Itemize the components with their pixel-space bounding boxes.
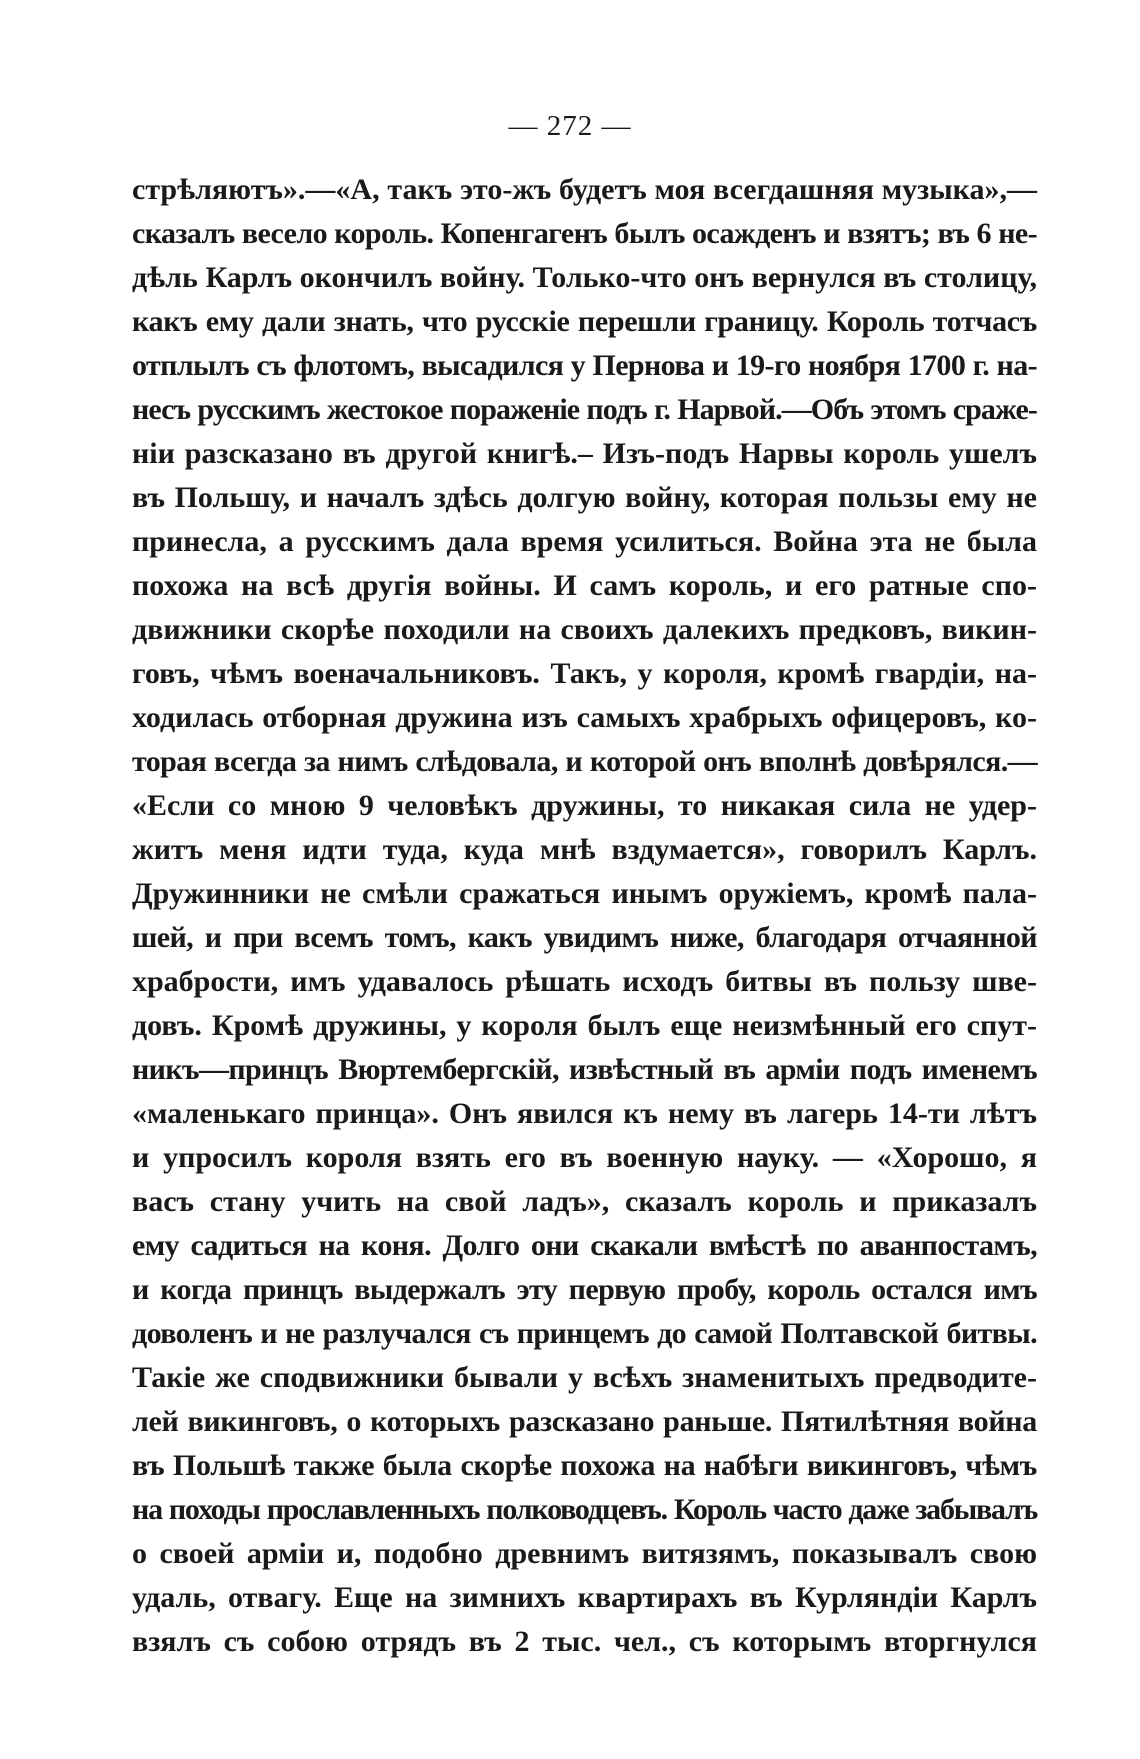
text-line: ніи разсказано въ другой книгѣ.– Изъ-подъ Нарвы король ушелъ: [132, 437, 1037, 470]
text-line: васъ стану учить на свой ладъ», сказалъ король и приказалъ: [132, 1185, 1037, 1218]
text-line: удаль, отвагу. Еще на зимнихъ квартирахъ въ Курляндіи Карлъ: [132, 1581, 1037, 1614]
text-line: какъ ему дали знать, что русскіе перешли границу. Король тотчасъ: [132, 305, 1037, 338]
text-line: торая всегда за нимъ слѣдовала, и которой онъ вполнѣ довѣрялся.—: [132, 745, 1037, 778]
text-line: дѣль Карлъ окончилъ войну. Только-что онъ вернулся въ столицу,: [132, 261, 1037, 294]
text-line: взялъ съ собою отрядъ въ 2 тыс. чел., съ которымъ вторгнулся: [132, 1625, 1037, 1658]
text-line: Такіе же сподвижники бывали у всѣхъ знаменитыхъ предводите-: [132, 1361, 1037, 1394]
text-line: стрѣляютъ».—«А, такъ это-жъ будетъ моя всегдашняя музыка»,—: [132, 173, 1037, 206]
text-line: «маленькаго принца». Онъ явился къ нему въ лагерь 14-ти лѣтъ: [132, 1097, 1037, 1130]
text-line: никъ—принцъ Вюртембергскій, извѣстный въ арміи подъ именемъ: [132, 1053, 1037, 1086]
text-line: несъ русскимъ жестокое пораженіе подъ г. Нарвой.—Объ этомъ сраже-: [132, 393, 1037, 426]
text-line: и упросилъ короля взять его въ военную науку. — «Хорошо, я: [132, 1141, 1037, 1174]
text-line: лей викинговъ, о которыхъ разсказано раньше. Пятилѣтняя война: [132, 1405, 1037, 1438]
text-line: довъ. Кромѣ дружины, у короля былъ еще неизмѣнный его спут-: [132, 1009, 1037, 1042]
text-line: храбрости, имъ удавалось рѣшать исходъ битвы въ пользу шве-: [132, 965, 1037, 998]
text-line: о своей арміи и, подобно древнимъ витязямъ, показывалъ свою: [132, 1537, 1037, 1570]
text-line: «Если со мною 9 человѣкъ дружины, то никакая сила не удер-: [132, 789, 1037, 822]
text-line: отплылъ съ флотомъ, высадился у Пернова и 19-го ноября 1700 г. на-: [132, 349, 1037, 382]
text-line: похожа на всѣ другія войны. И самъ король, и его ратные спо-: [132, 569, 1037, 602]
body-text: [132, 168, 1037, 1664]
text-line: говъ, чѣмъ военачальниковъ. Такъ, у короля, кромѣ гвардіи, на-: [132, 657, 1037, 690]
text-line: на походы прославленныхъ полководцевъ. Король часто даже забывалъ: [132, 1493, 1037, 1526]
text-line: шей, и при всемъ томъ, какъ увидимъ ниже, благодаря отчаянной: [132, 921, 1037, 954]
text-line: доволенъ и не разлучался съ принцемъ до самой Полтавской битвы.: [132, 1317, 1037, 1350]
text-line: принесла, а русскимъ дала время усилиться. Война эта не была: [132, 525, 1037, 558]
text-line: и когда принцъ выдержалъ эту первую пробу, король остался имъ: [132, 1273, 1037, 1306]
text-line: Дружинники не смѣли сражаться инымъ оружіемъ, кромѣ пала-: [132, 877, 1037, 910]
text-line: житъ меня идти туда, куда мнѣ вздумается», говорилъ Карлъ.: [132, 833, 1037, 866]
text-line: движники скорѣе походили на своихъ далекихъ предковъ, викин-: [132, 613, 1037, 646]
text-line: въ Польшу, и началъ здѣсь долгую войну, которая пользы ему не: [132, 481, 1037, 514]
text-line: въ Польшѣ также была скорѣе похожа на набѣги викинговъ, чѣмъ: [132, 1449, 1037, 1482]
text-line: сказалъ весело король. Копенгагенъ былъ осажденъ и взятъ; въ 6 не-: [132, 217, 1037, 250]
page-number: — 272 —: [508, 110, 632, 142]
text-line: ему садиться на коня. Долго они скакали вмѣстѣ по аванпостамъ,: [132, 1229, 1037, 1262]
text-line: ходилась отборная дружина изъ самыхъ храбрыхъ офицеровъ, ко-: [132, 701, 1037, 734]
